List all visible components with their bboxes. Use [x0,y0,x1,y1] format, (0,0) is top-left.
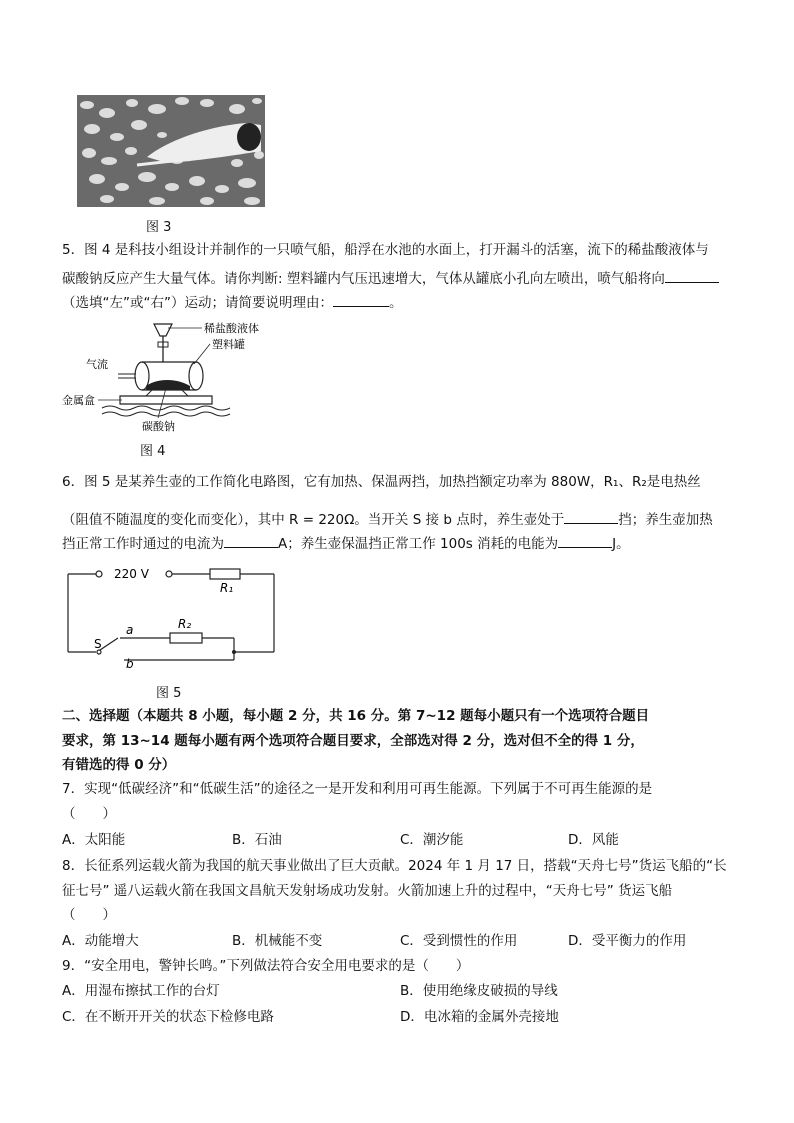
figure-5-caption: 图 5 [156,686,182,701]
q7-option-c[interactable]: C．潮汐能 [400,832,464,848]
section-2-line-3: 有错选的得 0 分） [62,757,176,773]
q5-line-1: 5．图 4 是科技小组设计并制作的一只喷气船，船浮在水池的水面上，打开漏斗的活塞，流下的稀盐酸液体与 [62,242,709,258]
q5-line-2-text: 碳酸钠反应产生大量气体。请你判断: 塑料罐内气压迅速增大，气体从罐底小孔向左喷出，喷气船将向 [62,271,665,287]
q8-option-d[interactable]: D．受平衡力的作用 [568,933,687,949]
q5-line-3-text: （选填“左”或“右”）运动；请简要说明理由： [62,295,333,311]
fig4-label-metal-box: 金属盒 [62,394,95,407]
q5-line-3-end: 。 [388,295,403,311]
section-2-line-2: 要求，第 13~14 题每小题有两个选项符合题目要求，全部选对得 2 分，选对但不全的得 1 分， [62,733,644,749]
fig4-label-can: 塑料罐 [212,338,245,351]
fig5-label-a: a [126,623,134,637]
q6-blank-energy[interactable] [558,533,612,548]
q7-line-1: 7．实现“低碳经济”和“低碳生活”的途径之一是开发和利用可再生能源。下列属于不可再生能源的是 [62,781,653,797]
q8-option-a[interactable]: A．动能增大 [62,933,139,949]
q9-option-b[interactable]: B．使用绝缘皮破损的导线 [400,983,558,999]
fig4-label-liquid: 稀盐酸液体 [204,322,259,335]
q5-line-2 [62,268,719,289]
q8-option-c[interactable]: C．受到惯性的作用 [400,933,518,949]
fig5-label-switch: S [94,637,102,651]
figure-3-drawing [77,95,265,207]
q7-option-a[interactable]: A．太阳能 [62,832,126,848]
figure-4-diagram [62,318,294,436]
figure-5-drawing [62,562,282,674]
figure-3-image [77,95,265,207]
section-2-line-1: 二、选择题（本题共 8 小题，每小题 2 分，共 16 分。第 7~12 题每小题只有一个选项符合题目 [62,708,650,724]
fig4-label-sodium: 碳酸钠 [142,420,175,433]
fig5-label-voltage: 220 V [114,567,149,581]
q6-line-3-text: 挡正常工作时通过的电流为 [62,536,224,552]
q7-option-b[interactable]: B．石油 [232,832,282,848]
fig5-label-r2: R₂ [178,617,192,631]
fig5-label-r1: R₁ [220,581,234,595]
q5-line-3 [62,292,402,313]
q6-line-3 [62,533,630,554]
q6-line-3-end: J。 [612,536,630,552]
q9-option-d[interactable]: D．电冰箱的金属外壳接地 [400,1009,559,1025]
q5-blank-direction[interactable] [665,268,719,283]
q8-option-b[interactable]: B．机械能不变 [232,933,323,949]
q8-line-2: 征七号” 遥八运载火箭在我国文昌航天发射场成功发射。火箭加速上升的过程中，“天舟七号” 货运飞船 [62,883,673,899]
q6-line-2-text: （阻值不随温度的变化而变化），其中 R = 220Ω。当开关 S 接 b 点时，养生壶处于 [62,512,565,528]
figure-4-caption: 图 4 [140,444,166,459]
q7-option-d[interactable]: D．风能 [568,832,619,848]
figure-5-circuit [62,562,282,674]
q5-blank-reason[interactable] [333,292,389,307]
fig4-label-airflow: 气流 [86,358,108,371]
q9-option-c[interactable]: C．在不断开开关的状态下检修电路 [62,1009,274,1025]
q9-line-1: 9．“安全用电，警钟长鸣。”下列做法符合安全用电要求的是（ ） [62,958,470,974]
q6-blank-gear[interactable] [564,509,618,524]
q6-line-2 [62,509,713,530]
q8-answer-paren[interactable]: （ ） [62,907,116,923]
figure-3-caption: 图 3 [146,220,172,235]
q8-line-1: 8．长征系列运载火箭为我国的航天事业做出了巨大贡献。2024 年 1 月 17 日，搭载“天舟七号”货运飞船的“长 [62,858,727,874]
fig5-label-b: b [126,657,134,671]
figure-4-drawing [62,318,294,436]
q7-answer-paren[interactable]: （ ） [62,806,116,822]
q6-line-1: 6．图 5 是某养生壶的工作简化电路图，它有加热、保温两挡，加热挡额定功率为 880W，R₁、R₂是电热丝 [62,474,701,490]
q6-blank-current[interactable] [224,533,278,548]
q9-option-a[interactable]: A．用湿布擦拭工作的台灯 [62,983,220,999]
q6-line-3-mid: A；养生壶保温挡正常工作 100s 消耗的电能为 [278,536,559,552]
q6-line-2-end: 挡；养生壶加热 [618,512,713,528]
